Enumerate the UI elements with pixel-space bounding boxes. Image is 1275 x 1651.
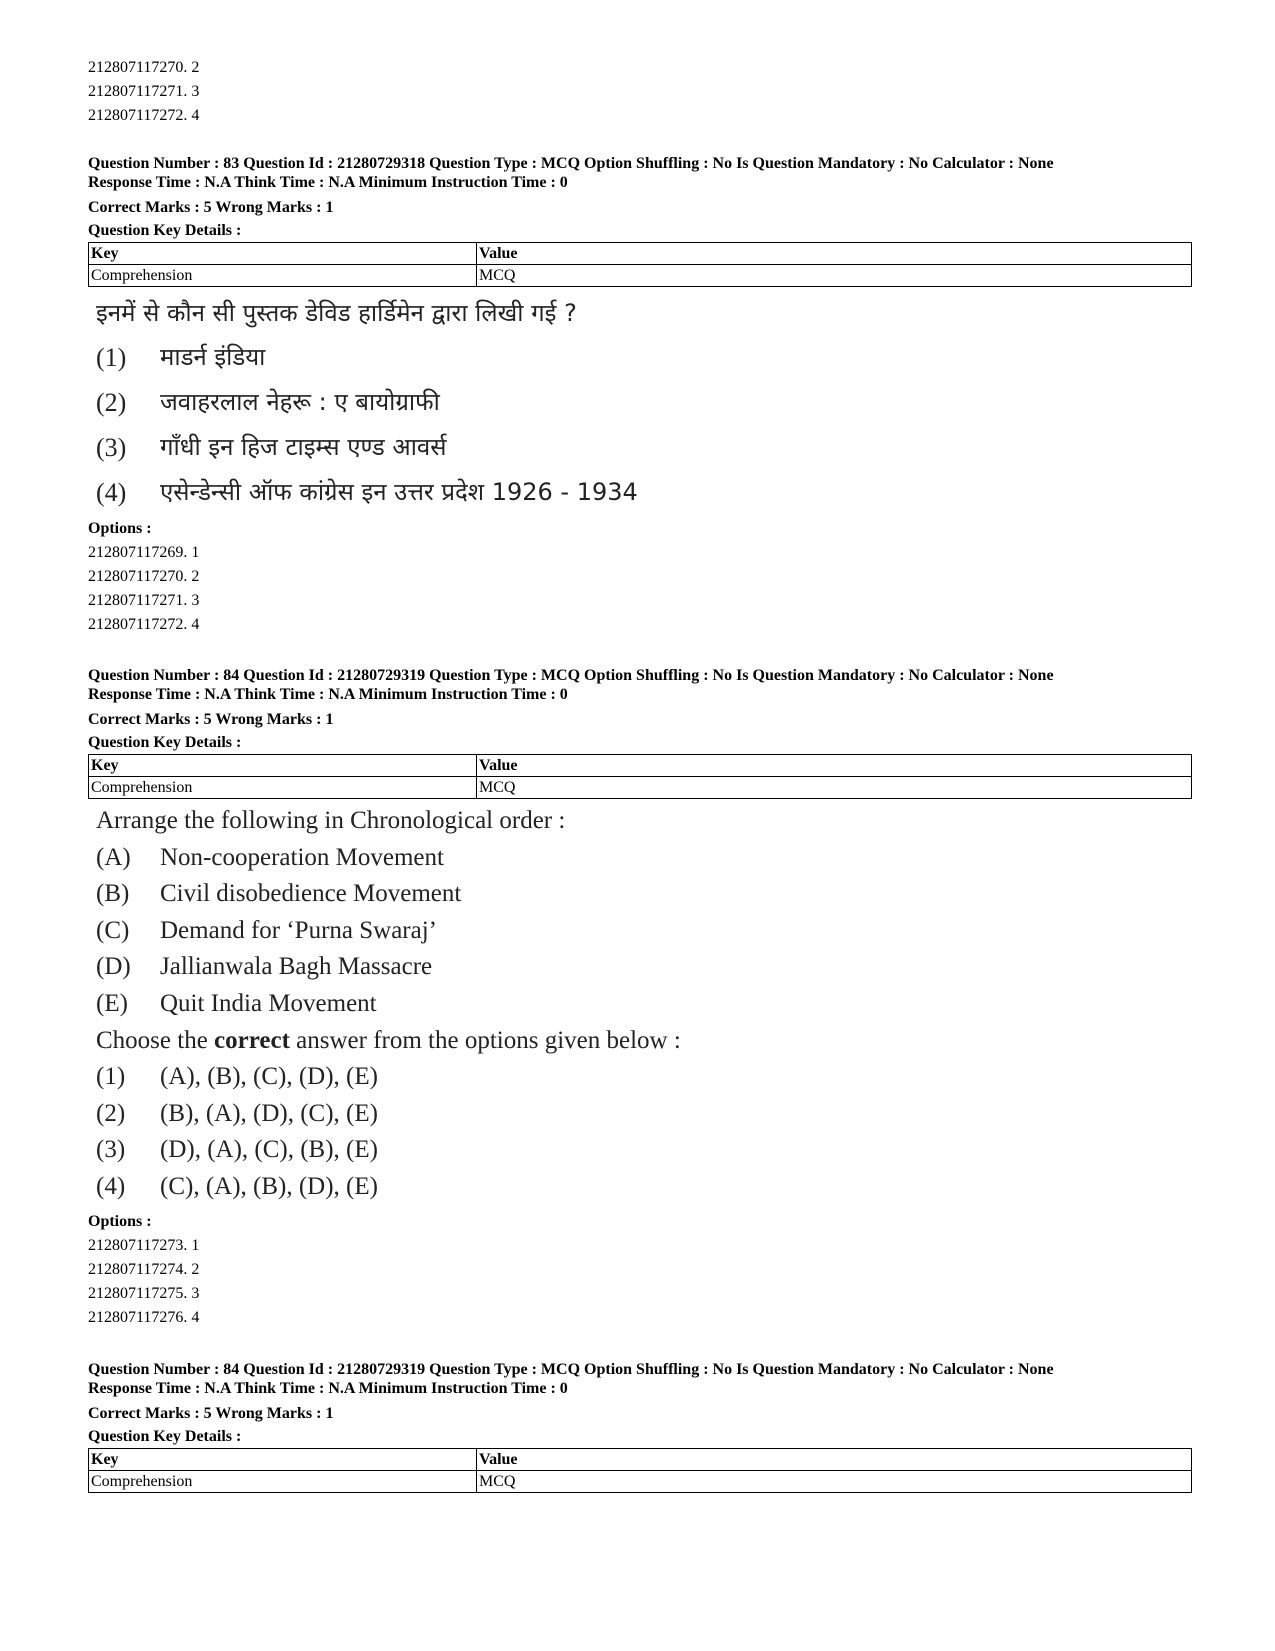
item-text: Jallianwala Bagh Massacre bbox=[160, 953, 433, 981]
instruction-bold: correct bbox=[214, 1026, 290, 1054]
question-84-repeat bbox=[88, 1360, 1193, 1493]
choice-text: एसेन्डेन्सी ऑफ कांग्रेस इन उत्तर प्रदेश 1926 - 1934 bbox=[160, 478, 638, 506]
choice-2 bbox=[96, 1096, 1193, 1133]
marks-line: Correct Marks : 5 Wrong Marks : 1 bbox=[88, 199, 334, 216]
question-header: Question Number : 84 Question Id : 21280729319 Question Type : MCQ Option Shuffling : No Is Question Mandatory : No Calculator : None bbox=[88, 1360, 1054, 1378]
item-e bbox=[96, 986, 1193, 1023]
item-text: Demand for ‘Purna Swaraj’ bbox=[160, 916, 437, 944]
marks-line: Correct Marks : 5 Wrong Marks : 1 bbox=[88, 1404, 334, 1422]
item-b bbox=[96, 876, 1193, 913]
key-value-table bbox=[88, 1448, 1192, 1493]
choice-number: (2) bbox=[96, 388, 127, 417]
item-tag: (A) bbox=[96, 843, 131, 871]
options-label: Options : bbox=[88, 1212, 152, 1230]
key-cell: Comprehension bbox=[89, 265, 477, 287]
question-stem: इनमें से कौन सी पुस्तक डेविड हार्डिमेन द्वारा लिखी गई ? bbox=[96, 299, 577, 327]
option-line: 212807117275. 3 bbox=[88, 1284, 200, 1302]
option-line: 212807117272. 4 bbox=[88, 616, 200, 633]
choice-text: गाँधी इन हिज टाइम्स एण्ड आवर्स bbox=[160, 433, 447, 461]
option-line: 212807117271. 3 bbox=[88, 592, 200, 609]
key-details-label: Question Key Details : bbox=[88, 222, 242, 239]
value-header: Value bbox=[477, 1448, 1192, 1470]
choice-number: (3) bbox=[96, 433, 127, 462]
item-c bbox=[96, 913, 1193, 950]
option-line: 212807117270. 2 bbox=[88, 568, 200, 585]
choice-text: जवाहरलाल नेहरू : ए बायोग्राफी bbox=[160, 388, 440, 416]
choice-4 bbox=[96, 1169, 1193, 1206]
item-text: Non-cooperation Movement bbox=[160, 843, 444, 871]
instruction-pre: Choose the bbox=[96, 1026, 215, 1054]
option-line: 212807117272. 4 bbox=[88, 107, 200, 124]
option-line: 212807117273. 1 bbox=[88, 1236, 200, 1254]
choice-4 bbox=[96, 470, 1193, 515]
choice-text: माडर्न इंडिया bbox=[160, 343, 266, 371]
key-details-label: Question Key Details : bbox=[88, 1427, 242, 1445]
marks-line: Correct Marks : 5 Wrong Marks : 1 bbox=[88, 711, 334, 728]
choice-number: (1) bbox=[96, 343, 127, 372]
instruction bbox=[96, 1023, 1193, 1060]
choice-3 bbox=[96, 1132, 1193, 1169]
choice-text: (A), (B), (C), (D), (E) bbox=[160, 1063, 378, 1091]
key-header: Key bbox=[89, 243, 477, 265]
option-line: 212807117276. 4 bbox=[88, 1308, 200, 1326]
value-header: Value bbox=[477, 243, 1192, 265]
value-cell: MCQ bbox=[477, 777, 1192, 799]
choice-text: (D), (A), (C), (B), (E) bbox=[160, 1136, 378, 1164]
item-tag: (E) bbox=[96, 989, 128, 1017]
item-text: Civil disobedience Movement bbox=[160, 880, 462, 908]
response-time: Response Time : N.A Think Time : N.A Minimum Instruction Time : 0 bbox=[88, 174, 568, 191]
choice-number: (2) bbox=[96, 1099, 126, 1127]
choice-text: (B), (A), (D), (C), (E) bbox=[160, 1099, 378, 1127]
item-text: Quit India Movement bbox=[160, 989, 377, 1017]
value-cell: MCQ bbox=[477, 265, 1192, 287]
value-cell: MCQ bbox=[477, 1470, 1192, 1492]
choice-number: (4) bbox=[96, 478, 127, 507]
item-tag: (C) bbox=[96, 916, 130, 944]
option-line: 212807117274. 2 bbox=[88, 1260, 200, 1278]
choice-text: (C), (A), (B), (D), (E) bbox=[160, 1172, 378, 1200]
key-cell: Comprehension bbox=[89, 777, 477, 799]
question-stem: Arrange the following in Chronological order : bbox=[96, 807, 566, 834]
question-text-english bbox=[88, 803, 1193, 1206]
item-a bbox=[96, 840, 1193, 877]
option-line: 212807117270. 2 bbox=[88, 59, 200, 76]
choice-1 bbox=[96, 335, 1193, 380]
choice-number: (1) bbox=[96, 1063, 126, 1091]
choice-2 bbox=[96, 380, 1193, 425]
choice-3 bbox=[96, 425, 1193, 470]
key-header: Key bbox=[89, 755, 477, 777]
response-time: Response Time : N.A Think Time : N.A Minimum Instruction Time : 0 bbox=[88, 686, 568, 703]
item-tag: (D) bbox=[96, 953, 131, 981]
document-page bbox=[88, 56, 1193, 1497]
value-header: Value bbox=[477, 755, 1192, 777]
question-text-hindi bbox=[88, 291, 1193, 515]
item-d bbox=[96, 949, 1193, 986]
response-time: Response Time : N.A Think Time : N.A Minimum Instruction Time : 0 bbox=[88, 1379, 568, 1397]
question-84 bbox=[88, 666, 1193, 1330]
question-83 bbox=[88, 154, 1193, 637]
key-details-label: Question Key Details : bbox=[88, 734, 242, 751]
key-header: Key bbox=[89, 1448, 477, 1470]
choice-1 bbox=[96, 1059, 1193, 1096]
options-label: Options : bbox=[88, 520, 152, 537]
key-cell: Comprehension bbox=[89, 1470, 477, 1492]
item-tag: (B) bbox=[96, 880, 130, 908]
previous-options bbox=[88, 56, 1193, 128]
instruction-post: answer from the options given below : bbox=[289, 1026, 681, 1054]
key-value-table bbox=[88, 242, 1192, 287]
question-header: Question Number : 84 Question Id : 21280729319 Question Type : MCQ Option Shuffling : No Is Question Mandatory : No Calculator : None bbox=[88, 667, 1054, 684]
choice-number: (4) bbox=[96, 1172, 126, 1200]
key-value-table bbox=[88, 754, 1192, 799]
choice-number: (3) bbox=[96, 1136, 126, 1164]
option-line: 212807117271. 3 bbox=[88, 83, 200, 100]
option-line: 212807117269. 1 bbox=[88, 544, 200, 561]
question-header: Question Number : 83 Question Id : 21280729318 Question Type : MCQ Option Shuffling : No Is Question Mandatory : No Calculator : None bbox=[88, 155, 1054, 172]
